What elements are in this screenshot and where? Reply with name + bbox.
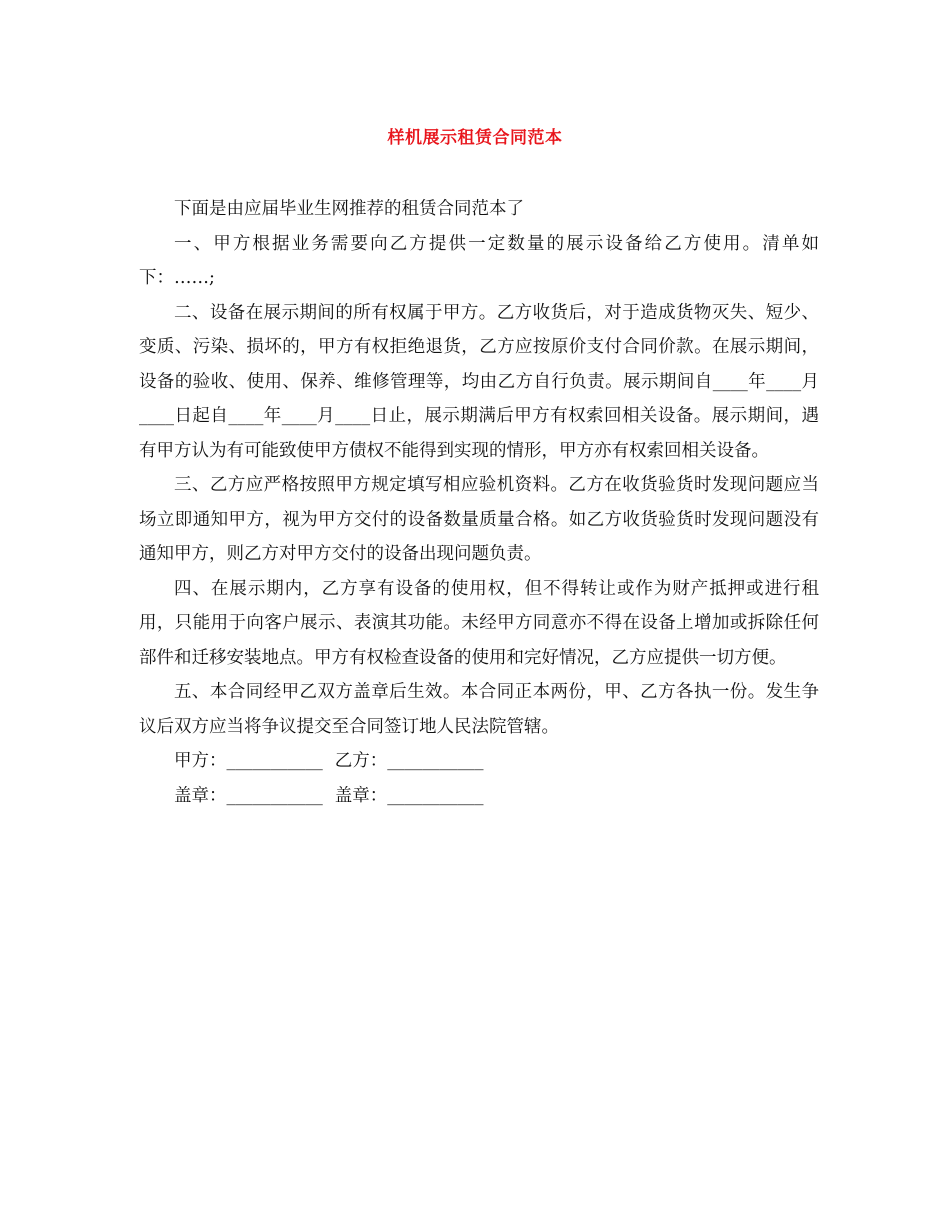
clause-4-paragraph: 四、在展示期内，乙方享有设备的使用权，但不得转让或作为财产抵押或进行租用，只能用于向客户展示、表演其功能。未经甲方同意亦不得在设备上增加或拆除任何部件和迁移安装地点。甲方有权检查设备的使用和完好情况，乙方应提供一切方便。 <box>139 578 819 668</box>
document-title: 样机展示租赁合同范本 <box>387 128 563 148</box>
party-signature-row <box>139 744 819 779</box>
clause-2-paragraph: 二、设备在展示期间的所有权属于甲方。乙方收货后，对于造成货物灭失、短少、变质、污染、损坏的，甲方有权拒绝退货，乙方应按原价支付合同价款。在展示期间，设备的验收、使用、保养、维修管理等，均由乙方自行负责。展示期间自____年____月____日起自____年____月____日止，展示期满后甲方有权索回相关设备。展示期间，遇有甲方认为有可能致使甲方债权不能得到实现的情形，甲方亦有权索回相关设备。 <box>139 302 819 461</box>
seal-signature-row <box>139 779 819 814</box>
clause-5-paragraph: 五、本合同经甲乙双方盖章后生效。本合同正本两份，甲、乙方各执一份。发生争议后双方应当将争议提交至合同签订地人民法院管辖。 <box>139 682 819 737</box>
seal-a-label: 盖章：___________ <box>174 785 323 806</box>
intro-paragraph: 下面是由应届毕业生网推荐的租赁合同范本了 <box>174 199 524 219</box>
party-a-label: 甲方：___________ <box>174 751 323 771</box>
party-b-label: 乙方：___________ <box>334 751 484 771</box>
document-body <box>139 192 819 813</box>
clause-3-paragraph: 三、乙方应严格按照甲方规定填写相应验机资料。乙方在收货验货时发现问题应当场立即通知甲方，视为甲方交付的设备数量质量合格。如乙方收货验货时发现问题没有通知甲方，则乙方对甲方交付的设备出现问题负责。 <box>139 475 819 564</box>
seal-b-label: 盖章：___________ <box>334 785 484 806</box>
clause-1-paragraph: 一、甲方根据业务需要向乙方提供一定数量的展示设备给乙方使用。清单如下：……; <box>139 233 819 288</box>
